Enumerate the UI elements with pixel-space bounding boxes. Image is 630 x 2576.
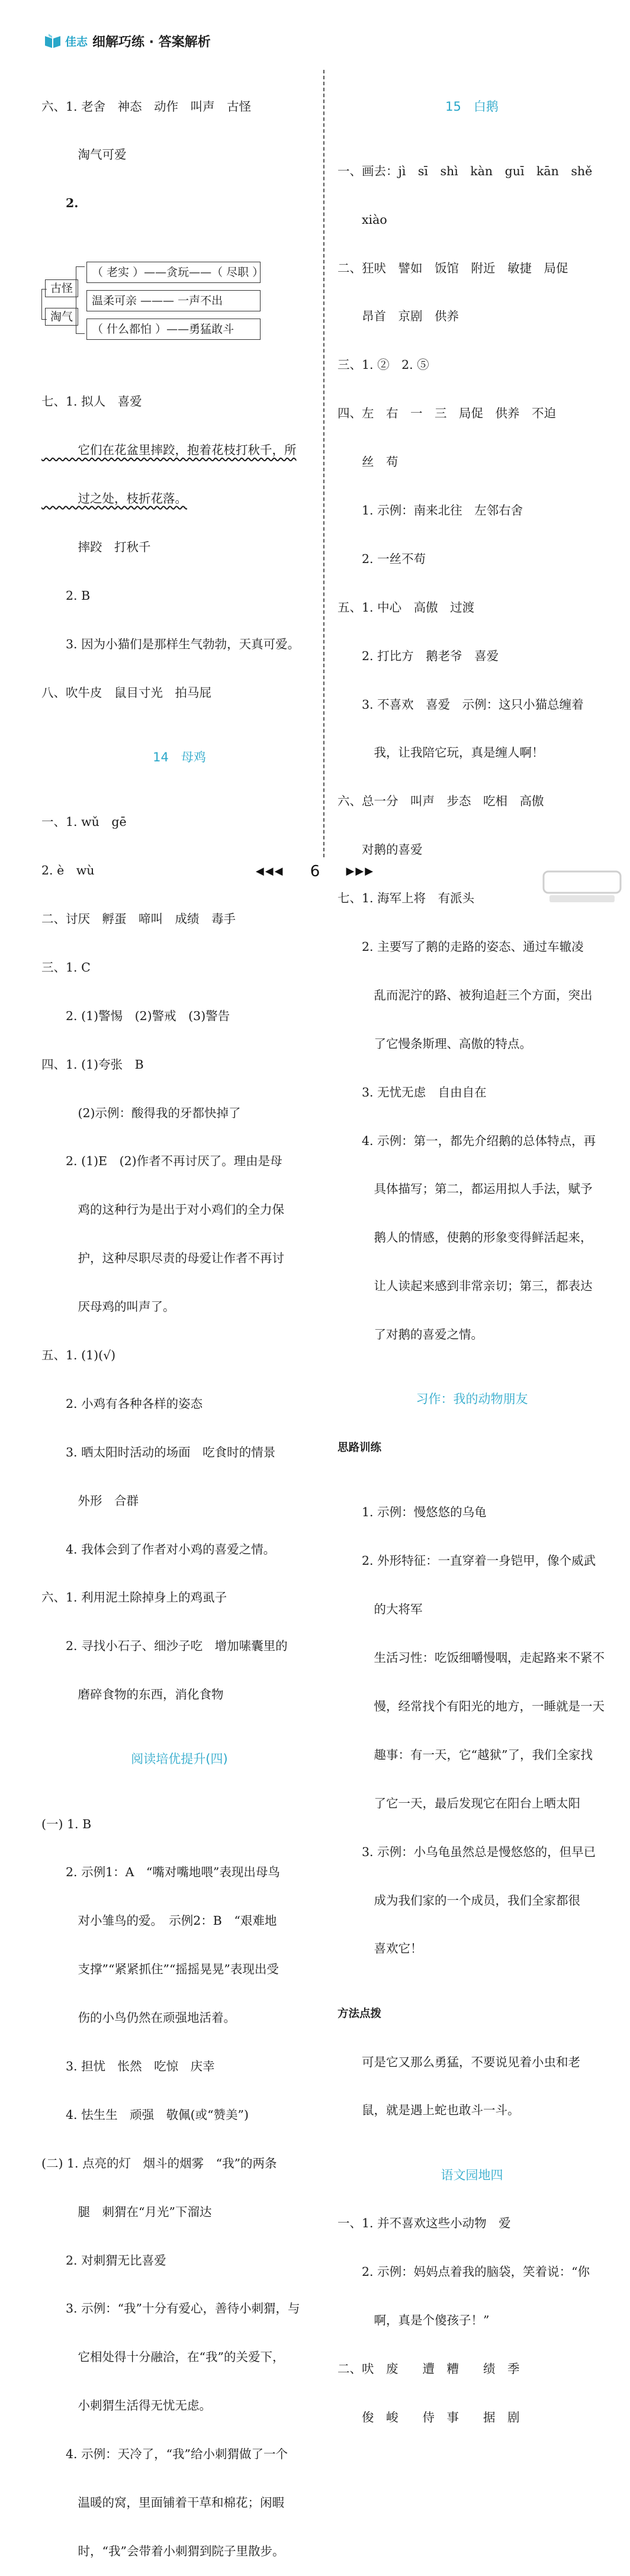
answer-line: 七、1. 海军上将 有派头	[338, 891, 475, 906]
answer-line: 2. 外形特征：一直穿着一身铠甲，像个威武	[338, 1554, 596, 1568]
answer-line: 了它一天，最后发现它在阳台上晒太阳	[338, 1796, 580, 1810]
answer-line: 4. 示例：天冷了，“我”给小刺猬做了一个	[41, 2447, 288, 2462]
answer-line: 2. 示例1：A “嘴对嘴地喂”表现出母鸟	[41, 1865, 280, 1880]
answer-line: 我，让我陪它玩，真是缠人啊！	[338, 745, 544, 760]
answer-line: 1. 示例：慢悠悠的乌龟	[338, 1505, 487, 1520]
answer-line: (一) 1. B	[41, 1816, 92, 1831]
answer-line: 2. 打比方 鹅老爷 喜爱	[338, 648, 499, 663]
next-arrows-icon: ▶▶▶	[346, 865, 375, 877]
answer-line: 3. 因为小猫们是那样生气勃勃，天真可爱。	[41, 636, 300, 651]
answer-line: 4. 我体会到了作者对小鸡的喜爱之情。	[41, 1542, 276, 1556]
right-column	[338, 66, 606, 2442]
answer-line: 厌母鸡的叫声了。	[41, 1300, 175, 1314]
answer-line: 的大将军	[338, 1602, 423, 1617]
answer-line: 一、1. wǔ gē	[41, 815, 127, 829]
answer-line: 3. 晒太阳时活动的场面 吃食时的情景	[41, 1445, 276, 1459]
answer-line: 一、画去：jì sī shì kàn guī kān shě	[338, 163, 593, 178]
answer-line: 2. 对刺猬无比喜爱	[41, 2253, 166, 2268]
answer-line: 一、1. 并不喜欢这些小动物 爱	[338, 2216, 511, 2231]
answer-line: 喜欢它！	[338, 1941, 423, 1956]
answer-line: 2. è wù	[41, 863, 95, 878]
answer-line: 了它慢条斯理、高傲的特点。	[338, 1036, 532, 1051]
character-diagram	[41, 262, 317, 342]
answer-line: 2. 示例：妈妈点着我的脑袋，笑着说：“你	[338, 2265, 590, 2279]
answer-line: 让人读起来感到非常亲切；第三，都表达	[338, 1279, 593, 1294]
answer-line: 五、1. 中心 高傲 过渡	[338, 600, 475, 615]
lesson-15-title: 15 白鹅	[445, 99, 499, 114]
book-logo-icon	[44, 33, 62, 49]
answer-line: 成为我们家的一个成员，我们全家都很	[338, 1893, 580, 1908]
answer-line: 了对鹅的喜爱之情。	[338, 1327, 483, 1342]
answer-line: 慢，经常找个有阳光的地方，一睡就是一天	[338, 1699, 605, 1713]
lesson-14-title: 14 母鸡	[153, 750, 206, 764]
answer-line: 外形 合群	[41, 1493, 139, 1508]
garden-section-title: 语文园地四	[441, 2167, 503, 2182]
answer-line: 3. 不喜欢 喜爱 示例：这只小猫总缠着	[338, 697, 584, 712]
answer-line: 具体描写；第二，都运用拟人手法，赋予	[338, 1182, 593, 1197]
answer-line: 3. 示例：小乌龟虽然总是慢悠悠的，但早已	[338, 1844, 596, 1859]
answer-line: 伤的小鸟仍然在顽强地活着。	[41, 2011, 236, 2025]
watermark-logo-icon	[541, 869, 623, 905]
page-number: 6	[310, 862, 320, 880]
answer-line: 二、吠 废 遭 糟 绩 季	[338, 2362, 520, 2376]
answer-line: 生活习性：吃饭细嚼慢咽，走起路来不紧不	[338, 1651, 605, 1665]
answer-line: 啊，真是个傻孩子！”	[338, 2313, 490, 2328]
answer-line: 二、讨厌 孵蛋 啼叫 成绩 毒手	[41, 911, 236, 926]
answer-line: 鼠，就是遇上蛇也敢斗一斗。	[338, 2103, 520, 2118]
answer-line: xiào	[338, 212, 387, 227]
tag-odd: 古怪	[45, 279, 78, 297]
writing-section-title: 习作：我的动物朋友	[416, 1392, 528, 1407]
answer-line: 小刺猬生活得无忧无虑。	[41, 2398, 211, 2413]
answer-line: 2. 主要写了鹅的走路的姿态、通过车辙凌	[338, 940, 584, 954]
prev-arrows-icon: ◀◀◀	[255, 865, 284, 877]
brand-name: 佳志	[65, 35, 88, 49]
answer-line: 六、1. 利用泥土除掉身上的鸡虱子	[41, 1590, 227, 1605]
answer-line: 2. (1)E (2)作者不再讨厌了。理由是母	[41, 1154, 282, 1169]
method-tips-heading: 方法点拨	[338, 2007, 382, 2020]
reading-section-title: 阅读培优提升(四)	[131, 1752, 228, 1767]
answer-line: 四、左 右 一 三 局促 供养 不迫	[338, 406, 556, 421]
column-divider	[323, 70, 324, 857]
answer-line: 二、狂吠 譬如 饭馆 附近 敏捷 局促	[338, 261, 568, 275]
answer-line: 六、1. 老舍 神态 动作 叫声 古怪	[41, 99, 252, 114]
answer-line: (二) 1. 点亮的灯 烟斗的烟雾 “我”的两条	[41, 2156, 277, 2170]
left-column	[41, 66, 317, 2576]
answer-line: 摔跤 打秋千	[41, 540, 151, 555]
tag-naughty: 淘气	[45, 308, 78, 326]
answer-line: 2. (1)警惕 (2)警戒 (3)警告	[41, 1008, 230, 1023]
answer-line: 乱而泥泞的路、被狗追赶三个方面，突出	[338, 988, 593, 1002]
answer-line: 俊 峻 侍 事 据 剧	[338, 2410, 520, 2425]
answer-line: 2.	[41, 196, 79, 211]
answer-line: 3. 无忧无虑 自由自在	[338, 1085, 487, 1099]
answer-line: 三、1. ② 2. ⑤	[338, 358, 429, 372]
answer-line: 鸡的这种行为是出于对小鸡们的全力保	[41, 1202, 284, 1217]
answer-line: 四、1. (1)夸张 B	[41, 1057, 144, 1072]
answer-line-underlined: 它们在花盆里摔跤，抱着花枝打秋千，所	[41, 443, 297, 458]
answer-line: 1. 示例：南来北往 左邻右舍	[338, 503, 523, 518]
diagram-row-1: （ 老实 ）——贪玩——（ 尽职 ）	[86, 262, 261, 283]
thinking-training-heading: 思路训练	[338, 1442, 382, 1455]
diagram-row-3: （ 什么都怕 ）——勇猛敢斗	[86, 319, 261, 340]
answer-line: 六、总一分 叫声 步态 吃相 高傲	[338, 794, 544, 809]
answer-line: 八、吹牛皮 鼠目寸光 拍马屁	[41, 685, 211, 700]
answer-line: 对鹅的喜爱	[338, 842, 423, 857]
answer-line: 3. 担忧 怅然 吃惊 庆幸	[41, 2059, 215, 2074]
answer-line: 昂首 京剧 供养	[338, 309, 459, 324]
diagram-row-2: 温柔可亲 ——— 一声不出	[86, 290, 261, 311]
answer-line-underlined: 过之处，枝折花落。	[41, 491, 187, 506]
answer-line: 趣事：有一天，它“越狱”了，我们全家找	[338, 1747, 593, 1762]
answer-line: 三、1. C	[41, 960, 91, 975]
answer-line: 丝 苟	[338, 455, 398, 469]
answer-line: 对小雏鸟的爱。 示例2：B “艰难地	[41, 1913, 277, 1928]
answer-line: 4. 示例：第一，都先介绍鹅的总体特点，再	[338, 1133, 596, 1148]
answer-line: 鹅人的情感，使鹅的形象变得鲜活起来，	[338, 1230, 593, 1245]
answer-line: 2. 寻找小石子、细沙子吃 增加嗉囊里的	[41, 1639, 288, 1654]
answer-line: 2. 小鸡有各种各样的姿态	[41, 1396, 203, 1411]
answer-line: 时，“我”会带着小刺猬到院子里散步。	[41, 2543, 285, 2558]
page-header	[44, 31, 211, 51]
answer-line: 护，这种尽职尽责的母爱让作者不再讨	[41, 1251, 284, 1266]
answer-line: 它相处得十分融洽，在“我”的关爱下，	[41, 2350, 285, 2365]
answer-line: 磨碎食物的东西，消化食物	[41, 1687, 224, 1702]
answer-line: 五、1. (1)(√)	[41, 1348, 116, 1362]
answer-line: 3. 示例：“我”十分有爱心，善待小刺猬，与	[41, 2301, 300, 2316]
answer-line: 可是它又那么勇猛，不要说见着小虫和老	[338, 2054, 580, 2069]
answer-line: 支撑”“紧紧抓住”“摇摇晃晃”表现出受	[41, 1962, 279, 1977]
page-footer	[0, 862, 630, 880]
answer-line: 2. B	[41, 588, 91, 603]
answer-line: 4. 怯生生 顽强 敬佩(或“赞美”)	[41, 2107, 249, 2122]
answer-line: 腿 刺猬在“月光”下溜达	[41, 2204, 212, 2219]
answer-line: 温暖的窝，里面铺着干草和棉花；闲暇	[41, 2495, 284, 2510]
answer-line: (2)示例：酸得我的牙都快掉了	[41, 1105, 241, 1120]
answer-line: 2. 一丝不苟	[338, 551, 426, 566]
answer-line: 淘气可爱	[41, 147, 127, 162]
header-title: 细解巧练 · 答案解析	[92, 34, 211, 50]
answer-line: 七、1. 拟人 喜爱	[41, 394, 142, 409]
